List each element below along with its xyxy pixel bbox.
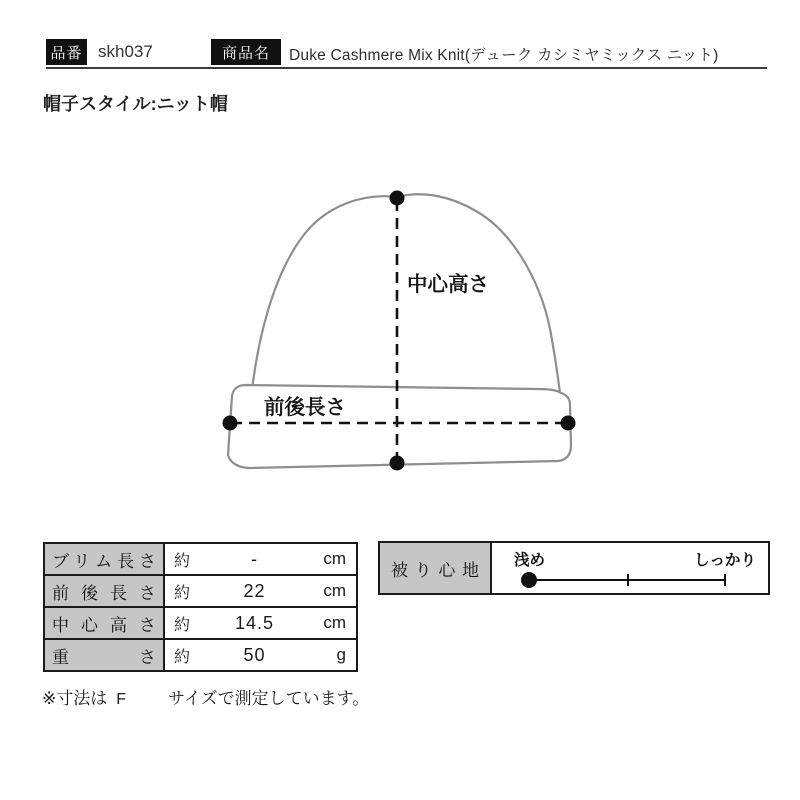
fit-scale-end-tick xyxy=(724,574,726,586)
fit-feel-box xyxy=(378,541,770,595)
spec-value: 14.5 xyxy=(234,612,275,633)
fit-scale-dot xyxy=(521,572,537,588)
footnote-size-value: F xyxy=(116,691,127,708)
hat-style-line: 帽子スタイル:ニット帽 xyxy=(43,94,228,114)
item-number-value: skh037 xyxy=(98,42,153,61)
measure-dot-left xyxy=(223,416,238,431)
table-row xyxy=(44,607,357,639)
product-name-tag xyxy=(211,39,281,65)
fit-scale-mid-tick xyxy=(627,574,629,586)
front-back-label: 前後長さ xyxy=(264,396,346,419)
hat-crown-outline xyxy=(252,194,560,393)
footnote-suffix: サイズで測定しています。 xyxy=(168,689,370,708)
header-underline xyxy=(46,67,767,69)
measure-dot-bottom xyxy=(390,456,405,471)
fit-feel-label: 被り心地 xyxy=(391,560,479,580)
fit-scale-left-label: 浅め xyxy=(514,552,546,569)
spec-value: 50 xyxy=(243,644,266,665)
spec-unit: cm xyxy=(323,581,346,600)
item-number-tag xyxy=(46,39,87,65)
spec-unit: cm xyxy=(323,549,346,568)
spec-approx: 約 xyxy=(174,648,191,666)
measure-dot-top xyxy=(390,191,405,206)
footnote xyxy=(42,684,369,709)
item-number-tag-label: 品番 xyxy=(50,44,83,62)
spec-row-label: 重さ xyxy=(52,647,156,667)
spec-approx: 約 xyxy=(174,552,191,570)
product-name-tag-label: 商品名 xyxy=(221,44,270,62)
fit-feel-label-cell xyxy=(380,543,492,593)
table-row xyxy=(44,543,357,575)
product-name-value: Duke Cashmere Mix Knit(デューク カシミヤミックス ニット) xyxy=(289,47,719,64)
fit-scale-right-label: しっかり xyxy=(694,552,757,569)
table-row xyxy=(44,575,357,607)
spec-approx: 約 xyxy=(174,584,191,602)
spec-value: 22 xyxy=(243,580,266,601)
hat-measurement-diagram xyxy=(150,170,620,490)
size-spec-table xyxy=(43,542,358,672)
spec-unit: cm xyxy=(323,613,346,632)
footnote-prefix: ※寸法は xyxy=(42,689,108,708)
measure-dot-right xyxy=(561,416,576,431)
spec-row-label: ブリム長さ xyxy=(52,551,156,571)
spec-value: - xyxy=(251,548,258,569)
spec-unit: g xyxy=(336,645,346,664)
spec-approx: 約 xyxy=(174,616,191,634)
spec-row-label: 前後長さ xyxy=(52,583,156,603)
center-height-label: 中心高さ xyxy=(407,273,489,296)
fit-feel-scale xyxy=(492,543,768,593)
spec-row-label: 中心高さ xyxy=(52,615,156,635)
table-row xyxy=(44,639,357,671)
